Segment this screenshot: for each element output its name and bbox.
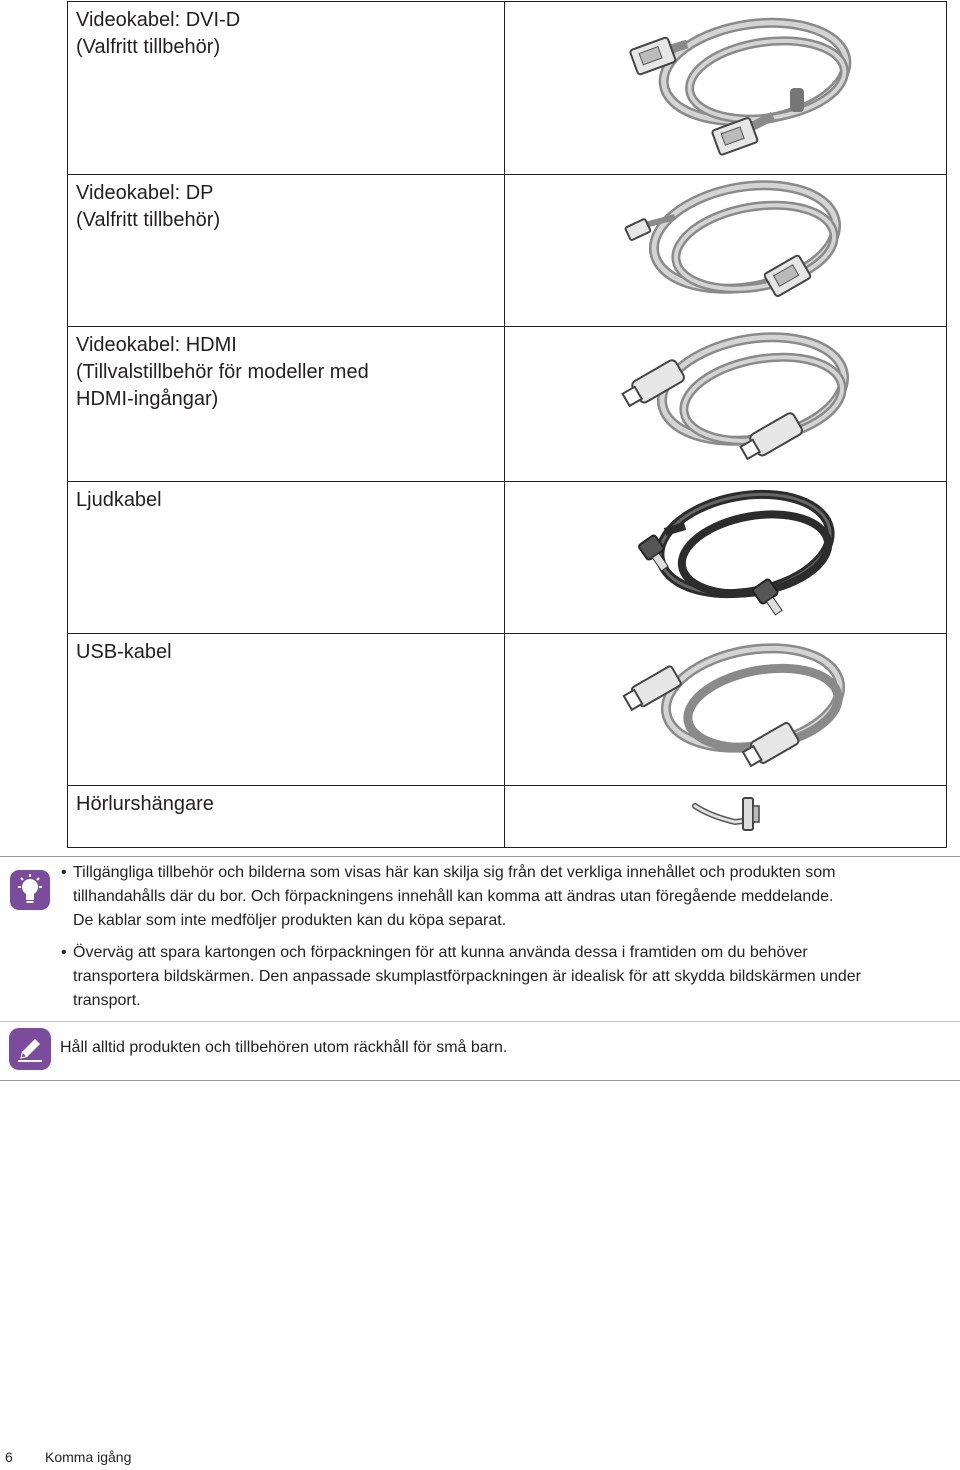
- audio-cable-image: [505, 482, 947, 634]
- accessory-image-cell: [505, 634, 947, 786]
- accessories-table: [67, 1, 947, 848]
- accessory-name: Videokabel: DP: [76, 182, 214, 204]
- bullet-marker: •: [61, 944, 67, 961]
- accessory-image-cell: [505, 175, 947, 327]
- accessory-note: HDMI-ingångar): [76, 388, 219, 410]
- accessory-name: USB-kabel: [76, 641, 172, 663]
- tip-text-line: Tillgängliga tillbehör och bilderna som visas här kan skilja sig från det verkliga innehållet och produkten som: [73, 864, 836, 881]
- tip-text-line: transport.: [73, 992, 141, 1009]
- accessory-name: Videokabel: DVI-D: [76, 9, 241, 31]
- accessory-row-usb: [68, 634, 947, 786]
- accessory-image-cell: [505, 327, 947, 482]
- tip-text-line: tillhandahålls där du bor. Och förpackningens innehåll kan komma att ändras utan föregående meddelande.: [73, 888, 834, 905]
- tip-text-line: transportera bildskärmen. Den anpassade skumplastförpackningen är idealisk för att skydda bildskärmen under: [73, 968, 861, 985]
- bullet-marker: •: [61, 864, 67, 881]
- accessory-label-cell: [68, 634, 505, 786]
- accessory-label-cell: [68, 2, 505, 175]
- tip-bullet-1: [61, 861, 836, 933]
- accessory-label-cell: [68, 175, 505, 327]
- usb-cable-image: [505, 634, 947, 786]
- pencil-icon: [8, 1027, 52, 1071]
- lightbulb-icon: [9, 869, 51, 911]
- headphone-hook-image: [505, 786, 947, 848]
- hdmi-cable-image: [505, 327, 947, 482]
- footer-section-title: Komma igång: [45, 1449, 132, 1465]
- accessory-image-cell: [505, 786, 947, 848]
- accessory-row-dp: [68, 175, 947, 327]
- accessory-row-headphone-hook: [68, 786, 947, 848]
- accessory-name: Hörlurshängare: [76, 793, 214, 815]
- tip-bullet-2: [61, 941, 861, 1013]
- accessory-image-cell: [505, 482, 947, 634]
- accessory-name: Ljudkabel: [76, 489, 162, 511]
- accessory-row-audio: [68, 482, 947, 634]
- page-number: 6: [5, 1449, 13, 1465]
- accessory-row-dvi: [68, 2, 947, 175]
- accessory-note: (Valfritt tillbehör): [76, 209, 221, 231]
- accessory-label-cell: [68, 482, 505, 634]
- accessory-name: Videokabel: HDMI: [76, 334, 237, 356]
- accessory-label-cell: [68, 786, 505, 848]
- accessory-note: (Valfritt tillbehör): [76, 36, 221, 58]
- displayport-cable-image: [505, 175, 947, 327]
- divider: [0, 1021, 960, 1022]
- divider: [0, 856, 960, 857]
- tip-text-line: De kablar som inte medföljer produkten kan du köpa separat.: [73, 912, 507, 929]
- accessory-row-hdmi: [68, 327, 947, 482]
- accessory-image-cell: [505, 2, 947, 175]
- warning-text: Håll alltid produkten och tillbehören utom räckhåll för små barn.: [60, 1039, 508, 1056]
- dvi-d-cable-image: [505, 2, 947, 175]
- tip-text-line: Överväg att spara kartongen och förpackningen för att kunna använda dessa i framtiden om du behöver: [73, 944, 808, 961]
- accessory-label-cell: [68, 327, 505, 482]
- divider: [0, 1080, 960, 1081]
- accessory-note: (Tillvalstillbehör för modeller med: [76, 361, 369, 383]
